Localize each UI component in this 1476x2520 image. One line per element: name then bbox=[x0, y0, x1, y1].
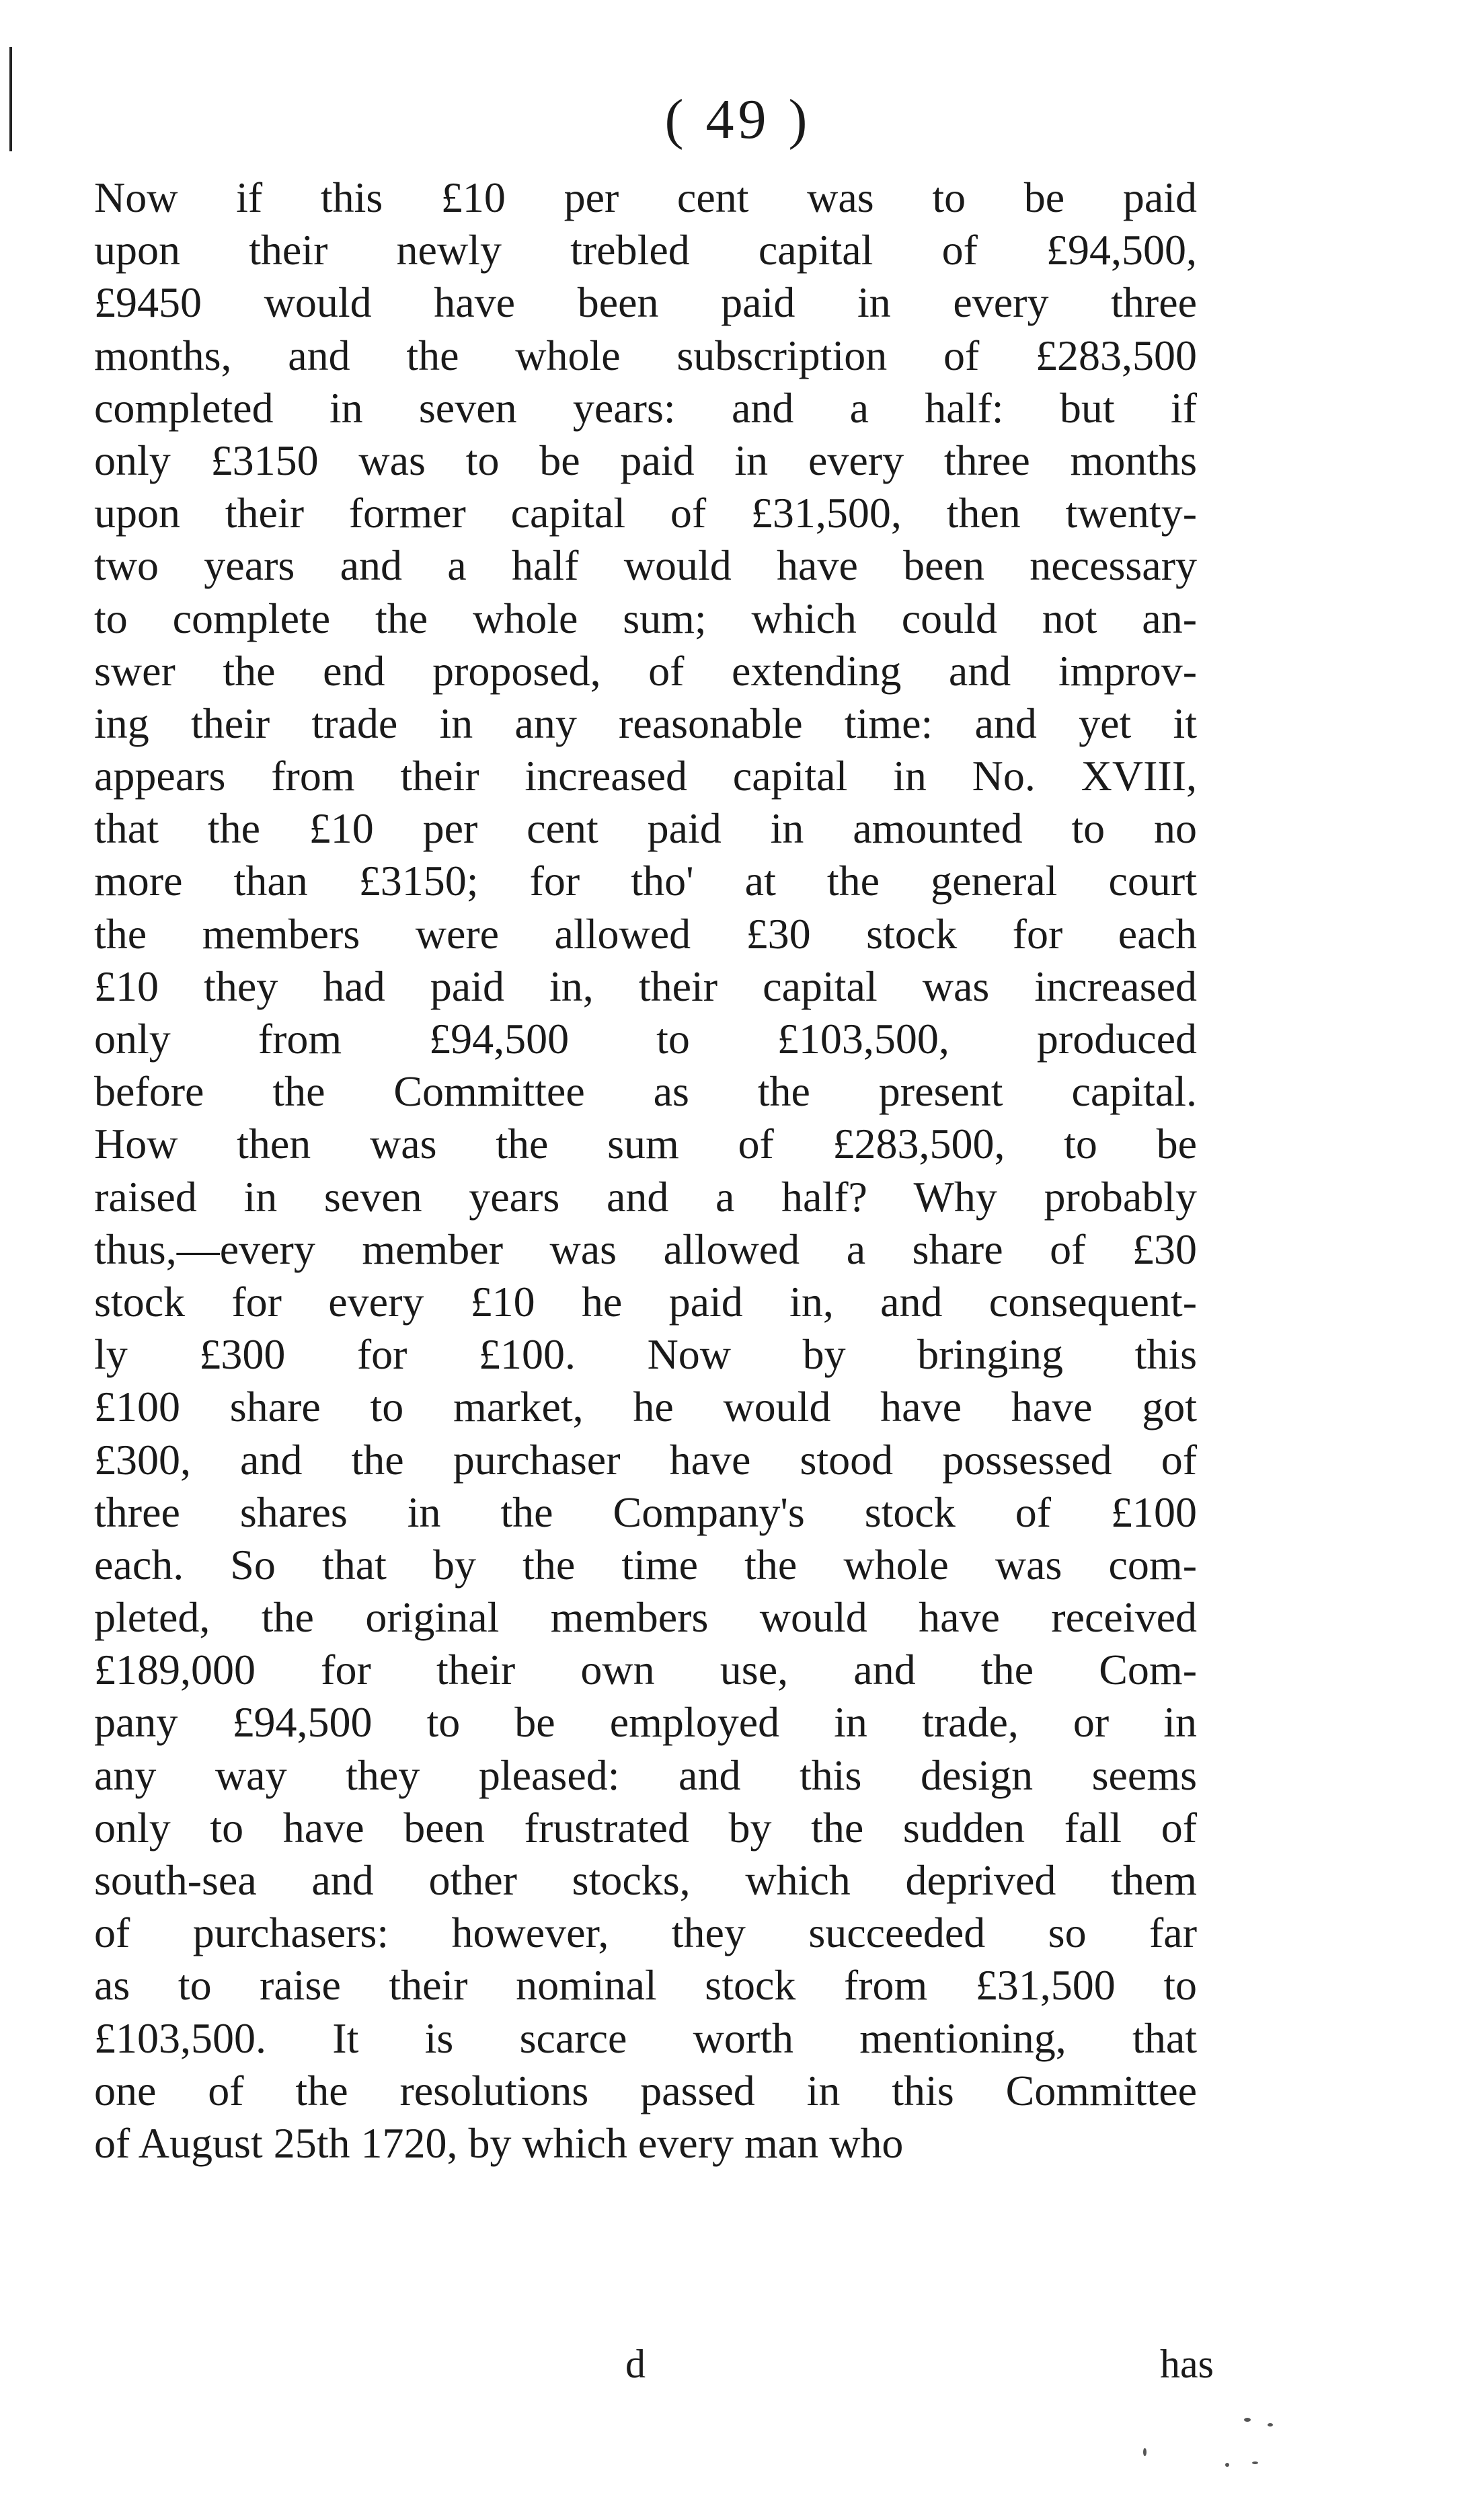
text-line: ly £300 for £100. Now by bringing this bbox=[94, 1330, 1197, 1379]
page-footer bbox=[0, 2334, 1476, 2394]
text-line: appears from their increased capital in No. XVIII, bbox=[94, 752, 1197, 800]
text-line: £300, and the purchaser have stood possessed of bbox=[94, 1435, 1197, 1484]
text-line: How then was the sum of £283,500, to be bbox=[94, 1120, 1197, 1168]
signature-mark: d bbox=[625, 2342, 646, 2386]
text-line: to complete the whole sum; which could not an- bbox=[94, 594, 1197, 642]
text-line: upon their former capital of £31,500, then twenty- bbox=[94, 489, 1197, 537]
text-line: two years and a half would have been necessary bbox=[94, 541, 1197, 590]
text-line: three shares in the Company's stock of £100 bbox=[94, 1488, 1197, 1536]
body-text bbox=[94, 171, 1197, 2170]
text-line: swer the end proposed, of extending and improv- bbox=[94, 646, 1197, 695]
text-line: only to have been frustrated by the sudden fall of bbox=[94, 1803, 1197, 1851]
paper-speck bbox=[1244, 2418, 1251, 2422]
text-line: £10 they had paid in, their capital was increased bbox=[94, 962, 1197, 1010]
text-line: each. So that by the time the whole was com- bbox=[94, 1540, 1197, 1589]
text-line: as to raise their nominal stock from £31,500 to bbox=[94, 1961, 1197, 2010]
text-line: thus,—every member was allowed a share of £30 bbox=[94, 1225, 1197, 1273]
text-line: before the Committee as the present capital. bbox=[94, 1067, 1197, 1116]
text-line: raised in seven years and a half? Why probably bbox=[94, 1172, 1197, 1221]
paper-speck bbox=[1268, 2423, 1273, 2427]
text-line: south-sea and other stocks, which deprived them bbox=[94, 1856, 1197, 1904]
paper-speck bbox=[1225, 2463, 1229, 2467]
text-line: the members were allowed £30 stock for each bbox=[94, 909, 1197, 958]
text-line: £103,500. It is scarce worth mentioning, that bbox=[94, 2014, 1197, 2062]
catchword: has bbox=[1160, 2342, 1214, 2386]
paper-speck bbox=[1143, 2448, 1147, 2456]
text-line: ing their trade in any reasonable time: and yet it bbox=[94, 699, 1197, 747]
page-number: ( 49 ) bbox=[664, 88, 812, 151]
text-line: £9450 would have been paid in every three bbox=[94, 278, 1197, 327]
text-line: any way they pleased: and this design seems bbox=[94, 1751, 1197, 1799]
text-line: of August 25th 1720, by which every man who bbox=[94, 2118, 904, 2167]
text-line: more than £3150; for tho' at the general court bbox=[94, 857, 1197, 905]
text-line: £189,000 for their own use, and the Com- bbox=[94, 1646, 1197, 1694]
text-line: months, and the whole subscription of £283,500 bbox=[94, 331, 1197, 379]
text-line: one of the resolutions passed in this Committee bbox=[94, 2066, 1197, 2114]
text-line: pany £94,500 to be employed in trade, or in bbox=[94, 1698, 1197, 1747]
text-line: stock for every £10 he paid in, and consequent- bbox=[94, 1277, 1197, 1326]
text-line: upon their newly trebled capital of £94,500, bbox=[94, 226, 1197, 274]
text-line: Now if this £10 per cent was to be paid bbox=[94, 174, 1197, 221]
text-line: pleted, the original members would have received bbox=[94, 1593, 1197, 1642]
text-line: that the £10 per cent paid in amounted to no bbox=[94, 804, 1197, 853]
paper-speck bbox=[1252, 2461, 1258, 2464]
text-line: only £3150 was to be paid in every three months bbox=[94, 436, 1197, 484]
text-line: only from £94,500 to £103,500, produced bbox=[94, 1015, 1197, 1063]
text-line: of purchasers: however, they succeeded so far bbox=[94, 1909, 1197, 1957]
text-line: £100 share to market, he would have have got bbox=[94, 1383, 1197, 1431]
text-line: completed in seven years: and a half: but if bbox=[94, 383, 1197, 432]
